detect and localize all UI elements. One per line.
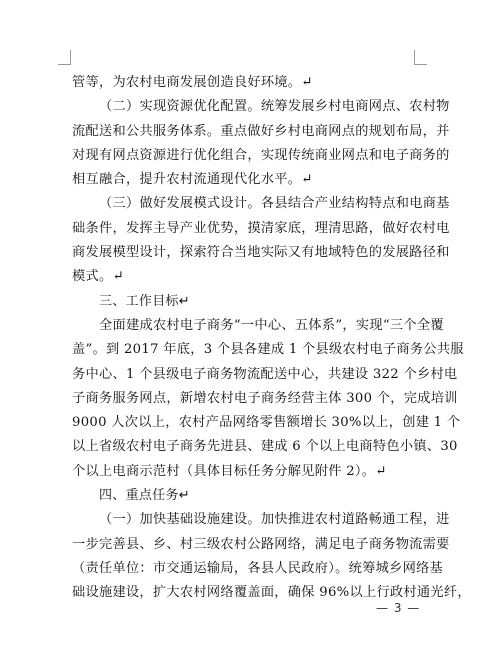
text-line-7: 础条件，发挥主导产业优势，摸清家底，理清思路，做好农村电 <box>72 220 450 236</box>
text-line-9: 模式。↵ <box>72 269 124 285</box>
text-line-5: 相互融合，提升农村流通现代化水平。↵ <box>72 172 313 188</box>
text-line-15: 9000 人次以上，农村产品网络零售额增长 30%以上，创建 1 个 <box>72 415 461 431</box>
crop-mark-top-right <box>414 50 427 65</box>
page-number: — 3 — <box>376 601 421 615</box>
text-line-21: （责任单位：市交通运输局，各县人民政府）。统筹城乡网络基 <box>72 560 444 576</box>
crop-mark-top-left <box>58 50 71 65</box>
text-line-17: 个以上电商示范村（具体目标任务分解见附件 2）。↵ <box>72 463 387 479</box>
text-line-3: 流配送和公共服务体系。重点做好乡村电商网点的规划布局，并 <box>72 123 450 139</box>
section-heading-goals: 三、工作目标↵ <box>99 293 190 309</box>
text-line-19: （一）加快基础设施建设。加快推进农村道路畅通工程，进 <box>99 512 450 528</box>
text-line-13: 务中心、1 个县级电子商务物流配送中心，共建设 322 个乡村电 <box>72 366 458 382</box>
text-line-22: 础设施建设，扩大农村网络覆盖面，确保 96%以上行政村通光纤， <box>72 585 471 601</box>
section-heading-tasks: 四、重点任务↵ <box>99 488 190 504</box>
document-body <box>72 71 471 606</box>
text-line-2: （二）实现资源优化配置。统筹发展乡村电商网点、农村物 <box>99 99 450 115</box>
text-line-11: 全面建成农村电子商务“一中心、五体系”，实现“三个全覆 <box>99 317 444 333</box>
text-line-20: 一步完善县、乡、村三级农村公路网络，满足电子商务物流需要 <box>72 536 450 552</box>
text-line-12: 盖”。到 2017 年底，3 个县各建成 1 个县级农村电子商务公共服 <box>72 342 464 358</box>
text-line-6: （三）做好发展模式设计。各县结合产业结构特点和电商基 <box>99 196 450 212</box>
text-line-16: 以上省级农村电子商务先进县、建成 6 个以上电商特色小镇、30 <box>72 439 458 455</box>
text-line-8: 商发展模型设计，探索符合当地实际又有地域特色的发展路径和 <box>72 245 450 261</box>
text-line-1: 管等，为农村电商发展创造良好环境。↵ <box>72 75 313 90</box>
text-line-14: 子商务服务网点，新增农村电子商务经营主体 300 个，完成培训 <box>72 390 458 406</box>
text-line-4: 对现有网点资源进行优化组合，实现传统商业网点和电子商务的 <box>72 147 450 163</box>
